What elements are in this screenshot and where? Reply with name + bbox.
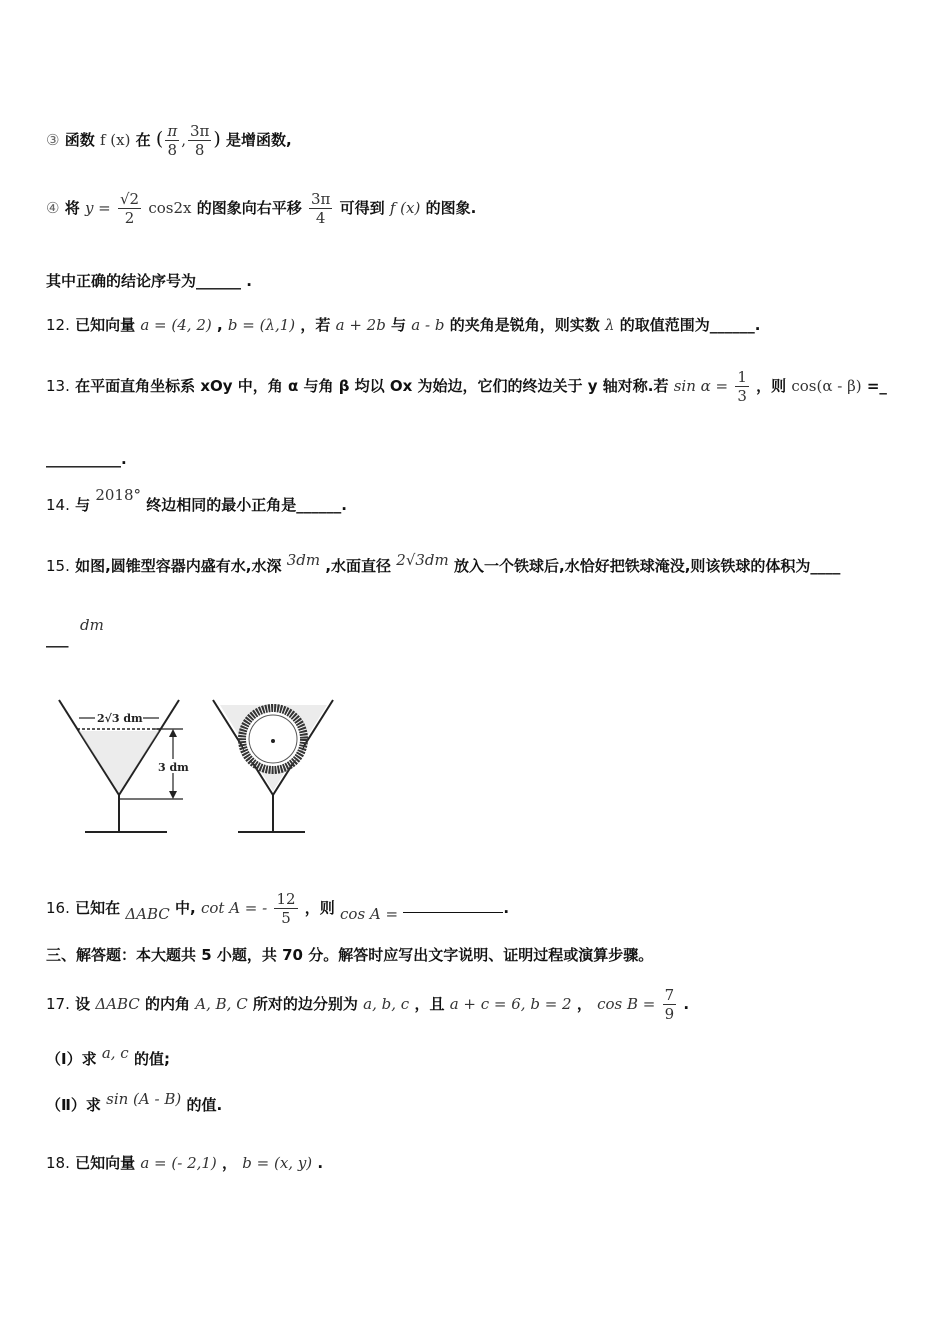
question-13-continuation: __________. bbox=[46, 450, 127, 468]
c4-fx: f (x) bbox=[389, 199, 421, 217]
q13-cos: cos(α - β) bbox=[791, 377, 862, 395]
question-15: 15. 如图,圆锥型容器内盛有水,水深 3dm ,水面直径 2√3dm 放入一个铁球后,水恰好把铁球淹没,则该铁球的体积为____ bbox=[46, 551, 841, 575]
q16-frac: $\frac{12}{5}$ bbox=[276, 890, 296, 927]
q17-cosB: cos B = bbox=[597, 995, 656, 1013]
q13-sin: sin α = bbox=[673, 377, 729, 395]
c4-cos: cos2x bbox=[148, 199, 192, 217]
question-17: 17. 设 ΔABC 的内角 A, B, C 所对的边分别为 a, b, c ，且 a + c = 6, b = 2 ， cos B = $\frac{7}{9}$ . bbox=[46, 986, 690, 1023]
q16-answer-blank bbox=[403, 898, 503, 913]
c3-frac-1: $\frac{\pi}{8}$ bbox=[167, 122, 178, 159]
fig-depth-label: 3 dm bbox=[158, 761, 189, 774]
q12-vector-a: a = (4, 2) bbox=[140, 316, 212, 334]
section-3-heading: 三、解答题：本大题共 5 小题，共 70 分。解答时应写出文字说明、证明过程或演算步骤。 bbox=[46, 946, 654, 964]
c4-mid: 的图象向右平移 bbox=[196, 199, 302, 217]
q16-cot: cot A = - bbox=[200, 899, 268, 917]
q13-frac: $\frac{1}{3}$ bbox=[737, 368, 747, 405]
question-12: 12. 已知向量 a = (4, 2) , b = (λ,1) ，若 a + 2b 与 a - b 的夹角是锐角，则实数 λ 的取值范围为______. bbox=[46, 316, 761, 334]
question-15-continuation: ___ bbox=[46, 630, 69, 648]
q15-depth: 3dm bbox=[286, 551, 321, 569]
question-13: 13. 在平面直角坐标系 xOy 中，角 α 与角 β 均以 Ox 为始边，它们的终边关于 y 轴对称.若 sin α = $\frac{1}{3}$ ，则 cos(α - β) =_ bbox=[46, 368, 887, 405]
question-18: 18. 已知向量 a = (- 2,1) ， b = (x, y) . bbox=[46, 1154, 324, 1172]
c4-tail: 的图象. bbox=[425, 199, 477, 217]
c4-frac-1: $\frac{√2}{2}$ bbox=[119, 190, 140, 227]
c3-fx: f (x) bbox=[99, 131, 131, 149]
c3-label: 函数 bbox=[64, 131, 95, 149]
circled-3-marker: ③ bbox=[46, 131, 60, 149]
q12-vector-b: b = (λ,1) bbox=[227, 316, 296, 334]
fig-diameter-label: 2√3 dm bbox=[97, 712, 143, 725]
circled-4-marker: ④ bbox=[46, 199, 60, 217]
question-14: 14. 与 2018° 终边相同的最小正角是______. bbox=[46, 486, 347, 514]
cone-diagram bbox=[55, 695, 355, 840]
q15-unit: dm bbox=[80, 616, 104, 634]
q16-cosA: cos A = bbox=[340, 905, 399, 923]
question-17-part-1: （Ⅰ）求 a, c 的值; bbox=[46, 1044, 170, 1068]
conclusion-prompt: 其中正确的结论序号为______ . bbox=[46, 272, 252, 290]
c3-in: 在 bbox=[135, 131, 151, 149]
question-17-part-2: （Ⅱ）求 sin (A - B) 的值. bbox=[46, 1090, 223, 1114]
c4-y: y = bbox=[84, 199, 111, 217]
q17-frac: $\frac{7}{9}$ bbox=[664, 986, 675, 1023]
conclusion-3: ③ 函数 f (x) 在 ( $\frac{\pi}{8}$ , $\frac{3\pi}{8}$ ) 是增函数, bbox=[46, 122, 292, 159]
c3-tail: 是增函数, bbox=[226, 131, 292, 149]
q18-vector-a: a = (- 2,1) bbox=[140, 1154, 217, 1172]
c4-label: 将 bbox=[64, 199, 80, 217]
c4-frac-2: $\frac{3\pi}{4}$ bbox=[310, 190, 331, 227]
c3-frac-2: $\frac{3\pi}{8}$ bbox=[189, 122, 210, 159]
q16-triangle: ΔABC bbox=[125, 905, 170, 923]
question-16: 16. 已知在 ΔABC 中, cot A = - $\frac{12}{5}$ ，则 cos A = . bbox=[46, 890, 510, 927]
q15-diameter: 2√3dm bbox=[396, 551, 449, 569]
cone-figure bbox=[55, 695, 355, 844]
q18-vector-b: b = (x, y) bbox=[242, 1154, 313, 1172]
conclusion-4 bbox=[46, 190, 476, 227]
q14-degree: 2018° bbox=[95, 486, 142, 504]
c4-mid2: 可得到 bbox=[339, 199, 385, 217]
